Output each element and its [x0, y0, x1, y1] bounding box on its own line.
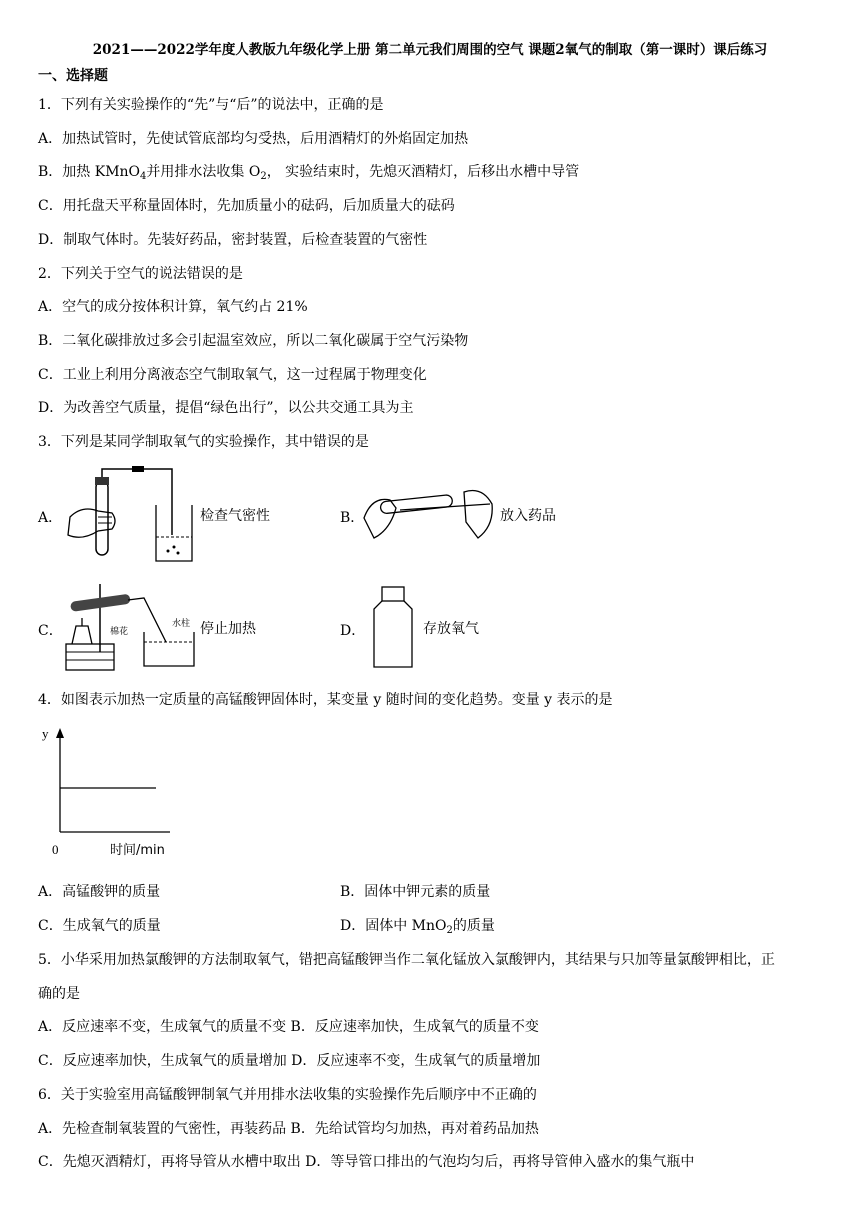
x-axis-label: 时间/min	[110, 843, 165, 858]
q4-option-b: B．固体中钾元素的质量	[340, 884, 491, 900]
q3-option-a-letter: A．	[38, 510, 63, 526]
gas-bottle-figure	[372, 585, 414, 669]
q6-options-cd: C．先熄灭酒精灯，再将导管从水槽中取出 D．等导管口排出的气泡均匀后，再将导管伸入盛水的集气瓶中	[38, 1154, 695, 1170]
q4-option-d: D．固体中 MnO$_2$的质量	[340, 918, 495, 936]
q4-option-a: A．高锰酸钾的质量	[38, 884, 161, 900]
q3-stem: 3．下列是某同学制取氧气的实验操作，其中错误的是	[38, 434, 369, 450]
q3-option-d-text: 存放氧气	[423, 621, 479, 637]
q1-stem: 1．下列有关实验操作的“先”与“后”的说法中，正确的是	[38, 97, 384, 113]
q2-stem: 2．下列关于空气的说法错误的是	[38, 266, 243, 282]
q4-option-c: C．生成氧气的质量	[38, 918, 161, 934]
add-reagent-figure	[360, 478, 500, 548]
y-axis-label: y	[42, 726, 49, 741]
q3-option-c-letter: C．	[38, 623, 63, 639]
q6-stem: 6．关于实验室用高锰酸钾制氧气并用排水法收集的实验操作先后顺序中不正确的	[38, 1087, 537, 1103]
q3-option-b-text: 放入药品	[500, 508, 556, 524]
q2-option-d: D．为改善空气质量，提倡“绿色出行”，以公共交通工具为主	[38, 400, 414, 416]
q1-option-b: B．加热 KMnO$_4$并用排水法收集 $O_2$， 实验结束时，先熄灭酒精灯，后移出水槽中导管	[38, 164, 580, 182]
q5-options-cd: C．反应速率加快，生成氧气的质量增加 D．反应速率不变，生成氧气的质量增加	[38, 1053, 541, 1069]
q6-options-ab: A．先检查制氧装置的气密性，再装药品 B．先给试管均匀加热，再对着药品加热	[38, 1121, 539, 1137]
q4-stem: 4．如图表示加热一定质量的高锰酸钾固体时，某变量 y 随时间的变化趋势。变量 y 表示的是	[38, 692, 613, 708]
cotton-label: 棉花	[110, 627, 129, 637]
q3-option-d-letter: D．	[340, 623, 366, 639]
water-column-label: 水柱	[172, 619, 191, 629]
q5-stem-line2: 确的是	[38, 986, 80, 1002]
q5-stem-line1: 5．小华采用加热氯酸钾的方法制取氧气，错把高锰酸钾当作二氧化锰放入氯酸钾内，其结果与只加等量氯酸钾相比，正	[38, 952, 775, 968]
stop-heating-figure	[62, 582, 197, 672]
page-title: 2021——2022学年度人教版九年级化学上册 第二单元我们周围的空气 课题2氧气的制取（第一课时）课后练习	[92, 42, 768, 58]
q1-option-d: D．制取气体时。先装好药品，密封装置，后检查装置的气密性	[38, 232, 428, 248]
q4-chart	[40, 724, 180, 860]
origin-label: 0	[52, 842, 59, 857]
q2-option-c: C．工业上利用分离液态空气制取氧气，这一过程属于物理变化	[38, 367, 427, 383]
q5-options-ab: A．反应速率不变，生成氧气的质量不变 B．反应速率加快，生成氧气的质量不变	[38, 1019, 539, 1035]
q1-option-a: A．加热试管时，先使试管底部均匀受热，后用酒精灯的外焰固定加热	[38, 131, 469, 147]
airtightness-check-figure	[62, 465, 202, 565]
q1-option-c: C．用托盘天平称量固体时，先加质量小的砝码，后加质量大的砝码	[38, 198, 455, 214]
q3-option-b-letter: B．	[340, 510, 365, 526]
q2-option-a: A．空气的成分按体积计算，氧气约占 21%	[38, 299, 308, 315]
q2-option-b: B．二氧化碳排放过多会引起温室效应，所以二氧化碳属于空气污染物	[38, 333, 469, 349]
q3-option-c-text: 停止加热	[200, 621, 256, 637]
q3-option-a-text: 检查气密性	[200, 508, 270, 524]
section-heading: 一、选择题	[38, 68, 108, 84]
